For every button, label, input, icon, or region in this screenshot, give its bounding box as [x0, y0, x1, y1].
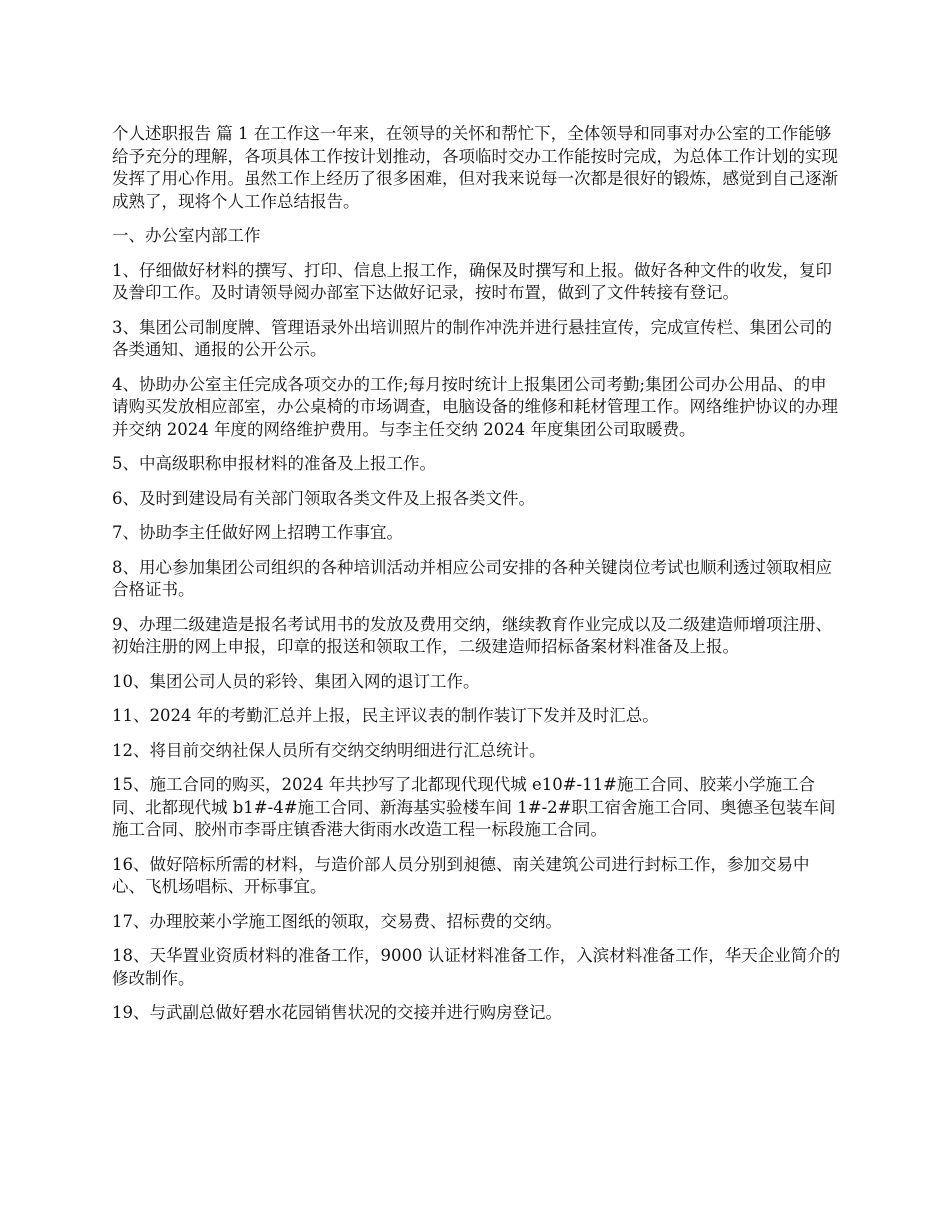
- list-item: 4、协助办公室主任完成各项交办的工作;每月按时统计上报集团公司考勤;集团公司办公用品、的申请购买发放相应部室，办公桌椅的市场调查，电脑设备的维修和耗材管理工作。网络维护协议的办理并交纳 2024 年度的网络维护费用。与李主任交纳 2024 年度集团公司取暖费。: [112, 374, 838, 439]
- list-item: 9、办理二级建造是报名考试用书的发放及费用交纳，继续教育作业完成以及二级建造师增项注册、初始注册的网上申报，印章的报送和领取工作，二级建造师招标备案材料准备及上报。: [112, 614, 832, 656]
- list-item: 5、中高级职称申报材料的准备及上报工作。: [112, 454, 436, 473]
- list-item: 12、将目前交纳社保人员所有交纳交纳明细进行汇总统计。: [112, 740, 546, 760]
- list-item: 7、协助李主任做好网上招聘工作事宜。: [112, 523, 403, 542]
- section-heading: 一、办公室内部工作: [112, 226, 261, 245]
- list-item: 17、办理胶莱小学施工图纸的领取，交易费、招标费的交纳。: [112, 911, 562, 931]
- list-item: 3、集团公司制度牌、管理语录外出培训照片的制作冲洗并进行悬挂宣传，完成宣传栏、集团公司的各类通知、通报的公开公示。: [112, 317, 832, 359]
- list-item: 1、仔细做好材料的撰写、打印、信息上报工作，确保及时撰写和上报。做好各种文件的收发，复印及誊印工作。及时请领导阅办部室下达做好记录，按时布置，做到了文件转接有登记。: [112, 260, 832, 302]
- list-item: 8、用心参加集团公司组织的各种培训活动并相应公司安排的各种关键岗位考试也顺利透过领取相应合格证书。: [112, 557, 832, 599]
- intro-paragraph: 个人述职报告 篇 1 在工作这一年来，在领导的关怀和帮忙下，全体领导和同事对办公室的工作能够给予充分的理解，各项具体工作按计划推动，各项临时交办工作能按时完成，为总体工作计划的实现发挥了用心作用。虽然工作上经历了很多困难，但对我来说每一次都是很好的锻炼，感觉到自己逐渐成熟了，现将个人工作总结报告。: [112, 124, 838, 211]
- list-item: 6、及时到建设局有关部门领取各类文件及上报各类文件。: [112, 488, 535, 508]
- list-item: 18、天华置业资质材料的准备工作，9000 认证材料准备工作，入滨材料准备工作，华天企业简介的修改制作。: [112, 946, 841, 988]
- list-item: 10、集团公司人员的彩铃、集团入网的退订工作。: [112, 671, 480, 691]
- list-item: 16、做好陪标所需的材料，与造价部人员分别到昶德、南关建筑公司进行封标工作，参加交易中心、飞机场唱标、开标事宜。: [112, 854, 810, 896]
- list-item: 19、与武副总做好碧水花园销售状况的交接并进行购房登记。: [112, 1003, 562, 1022]
- list-item: 11、2024 年的考勤汇总并上报，民主评议表的制作装订下发并及时汇总。: [112, 706, 659, 725]
- document-body: [112, 123, 842, 1037]
- list-item: 15、施工合同的购买，2024 年共抄写了北都现代现代城 e10#-11#施工合同、胶莱小学施工合同、北都现代城 b1#-4#施工合同、新海基实验楼车间 1#-2#职工宿舍施工合同、奥德圣包装车间施工合同、胶州市李哥庄镇香港大街雨水改造工程一标段施工合同。: [112, 775, 836, 839]
